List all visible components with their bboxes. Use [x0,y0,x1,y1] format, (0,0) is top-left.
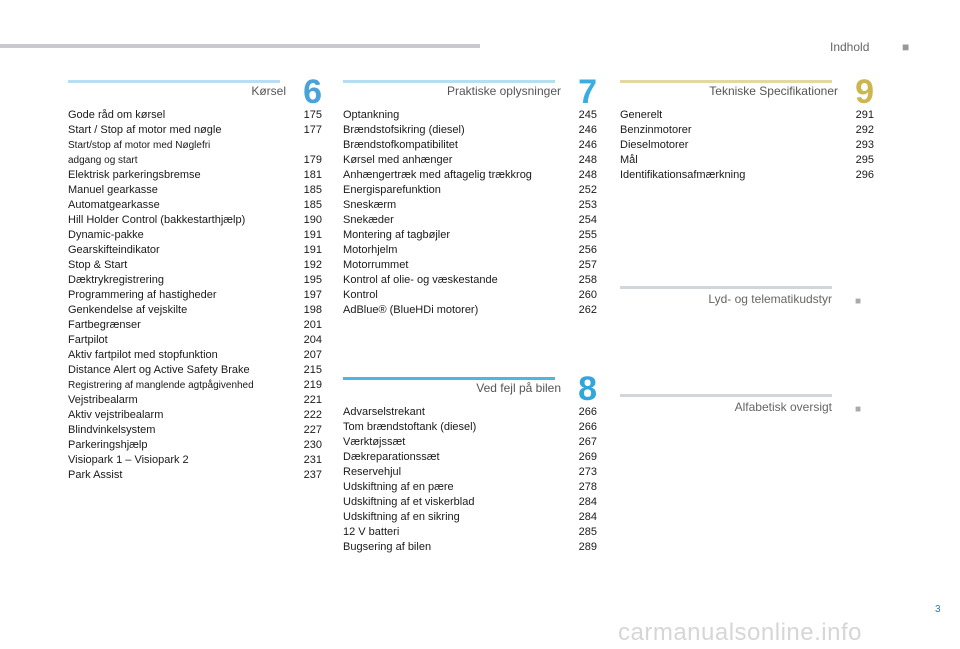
toc-entry[interactable] [68,288,322,303]
toc-entry-label: Dækreparationssæt [343,451,440,463]
toc-entry-page: 185 [303,199,322,211]
toc-entry-label: Dæktrykregistrering [68,274,164,286]
toc-entry[interactable] [343,303,597,318]
toc-entry[interactable] [68,468,322,483]
toc-entry-page: 227 [303,424,322,436]
section-marker: ■ [855,404,862,415]
toc-entry-label: Registrering af manglende agtpågivenhed [68,380,254,391]
toc-entry-label: Fartpilot [68,334,108,346]
toc-entry-label: Identifikationsafmærkning [620,169,746,181]
toc-entry-page: 185 [303,184,322,196]
header-marker: ■ [902,40,910,54]
toc-entry-label: Energisparefunktion [343,184,441,196]
toc-entry-page: 278 [578,481,597,493]
toc-entry-page: 257 [578,259,597,271]
toc-entry[interactable] [343,450,597,465]
toc-entry[interactable] [68,123,322,138]
section-number: 8 [578,370,597,408]
toc-entry-page: 255 [578,229,597,241]
toc-entry-page: 231 [303,454,322,466]
toc-entry[interactable] [68,243,322,258]
toc-entry-label: Start/stop af motor med Nøglefri adgang og start [68,140,211,166]
toc-entry-label: Brændstofsikring (diesel) [343,124,465,136]
toc-entry-label: Motorhjelm [343,244,398,256]
toc-entry-page: 266 [578,406,597,418]
toc-entry-label: Visiopark 1 – Visiopark 2 [68,454,189,466]
toc-entry[interactable] [343,228,597,243]
toc-entry[interactable] [68,318,322,333]
toc-entry[interactable] [343,525,597,540]
toc-entry-label: 12 V batteri [343,526,400,538]
toc-entry-page: 175 [303,109,322,121]
toc-list [68,108,322,483]
toc-entry-page: 237 [303,469,322,481]
toc-entry-label: Bugsering af bilen [343,541,432,553]
toc-entry-page: 293 [855,139,874,151]
toc-entry-page: 266 [578,421,597,433]
section-title[interactable]: Praktiske oplysninger [446,84,561,98]
toc-entry[interactable] [620,138,874,153]
top-decor-bar [0,44,480,48]
toc-entry[interactable] [343,465,597,480]
toc-entry[interactable] [68,453,322,468]
toc-entry[interactable] [343,183,597,198]
toc-entry[interactable] [343,435,597,450]
toc-entry[interactable] [68,138,322,168]
toc-entry-page: 284 [578,511,597,523]
toc-entry-page: 246 [578,139,597,151]
toc-entry[interactable] [343,108,597,123]
toc-entry[interactable] [620,123,874,138]
toc-entry[interactable] [343,243,597,258]
toc-entry-page: 291 [855,109,874,121]
toc-entry-page: 258 [578,274,597,286]
toc-entry-page: 248 [578,169,597,181]
toc-entry[interactable] [68,228,322,243]
toc-entry[interactable] [620,153,874,168]
toc-entry-page: 296 [855,169,874,181]
section-bar [620,394,832,397]
toc-entry-label: Værktøjssæt [343,436,406,448]
toc-entry-label: Anhængertræk med aftagelig trækkrog [343,169,532,181]
toc-entry-label: Dynamic-pakke [68,229,144,241]
toc-entry[interactable] [343,138,597,153]
toc-entry-page: 273 [578,466,597,478]
toc-list [343,405,597,555]
toc-entry[interactable] [343,510,597,525]
toc-entry-label: Gode råd om kørsel [68,109,166,121]
toc-entry[interactable] [620,108,874,123]
toc-entry[interactable] [343,405,597,420]
toc-entry-page: 269 [578,451,597,463]
toc-entry-label: Start / Stop af motor med nøgle [68,124,222,136]
toc-entry-page: 190 [303,214,322,226]
header-title[interactable]: Indhold [830,40,870,54]
toc-entry[interactable] [68,333,322,348]
toc-entry-label: Optankning [343,109,400,121]
toc-entry-label: Hill Holder Control (bakkestarthjælp) [68,214,246,226]
toc-list [343,108,597,318]
toc-entry-label: Benzinmotorer [620,124,692,136]
toc-entry-label: Automatgearkasse [68,199,160,211]
section-number: 7 [578,73,597,111]
toc-entry[interactable] [68,273,322,288]
toc-entry[interactable] [68,438,322,453]
toc-entry-label: Elektrisk parkeringsbremse [68,169,201,181]
toc-entry-label: AdBlue® (BlueHDi motorer) [343,304,479,316]
toc-entry-label: Mål [620,154,638,166]
toc-entry[interactable] [68,378,322,393]
toc-entry-page: 245 [578,109,597,121]
toc-entry-page: 201 [303,319,322,331]
toc-entry-page: 262 [578,304,597,316]
toc-entry-page: 197 [303,289,322,301]
toc-entry-page: 256 [578,244,597,256]
toc-entry[interactable] [68,348,322,363]
toc-entry-label: Aktiv vejstribealarm [68,409,164,421]
toc-entry-label: Montering af tagbøjler [343,229,450,241]
toc-entry-label: Stop & Start [68,259,128,271]
toc-entry-label: Brændstofkompatibilitet [343,139,458,151]
toc-entry-label: Blindvinkelsystem [68,424,156,436]
toc-entry-page: 221 [303,394,322,406]
toc-entry-page: 246 [578,124,597,136]
toc-entry-page: 179 [303,154,322,166]
toc-entry-label: Manuel gearkasse [68,184,158,196]
toc-entry-page: 198 [303,304,322,316]
toc-entry-page: 204 [303,334,322,346]
toc-entry-page: 192 [303,259,322,271]
toc-entry[interactable] [343,123,597,138]
toc-entry[interactable] [68,108,322,123]
toc-entry-label: Fartbegrænser [68,319,141,331]
section-number: 6 [303,73,322,111]
section-title[interactable]: Kørsel [251,84,286,98]
section-title[interactable]: Tekniske Specifikationer [709,84,838,98]
toc-entry-page: 254 [578,214,597,226]
toc-entry[interactable] [68,168,322,183]
toc-entry-page: 248 [578,154,597,166]
toc-entry-page: 289 [578,541,597,553]
toc-entry[interactable] [620,168,874,183]
toc-entry-label: Udskiftning af et viskerblad [343,496,475,508]
toc-entry-label: Generelt [620,109,663,121]
toc-entry[interactable] [68,363,322,378]
toc-entry-page: 177 [303,124,322,136]
toc-entry[interactable] [68,198,322,213]
toc-entry-page: 219 [303,379,322,391]
toc-entry[interactable] [68,258,322,273]
toc-entry-label: Distance Alert og Active Safety Brake [68,364,250,376]
toc-entry-label: Genkendelse af vejskilte [68,304,188,316]
toc-entry[interactable] [343,213,597,228]
toc-entry[interactable] [68,393,322,408]
toc-entry-label: Parkeringshjælp [68,439,148,451]
toc-entry-page: 191 [303,229,322,241]
toc-entry[interactable] [343,168,597,183]
toc-entry-label: Programmering af hastigheder [68,289,217,301]
toc-entry-page: 292 [855,124,874,136]
toc-entry-label: Gearskifteindikator [68,244,160,256]
section-marker: ■ [855,296,862,307]
toc-entry[interactable] [68,183,322,198]
toc-entry[interactable] [343,495,597,510]
toc-entry[interactable] [343,288,597,303]
toc-entry[interactable] [68,408,322,423]
toc-entry-page: 284 [578,496,597,508]
toc-entry-label: Kontrol af olie- og væskestande [343,274,498,286]
toc-entry-page: 230 [303,439,322,451]
toc-entry[interactable] [343,153,597,168]
toc-entry-label: Snekæder [343,214,394,226]
toc-entry-label: Dieselmotorer [620,139,689,151]
toc-entry-page: 207 [303,349,322,361]
toc-entry-page: 252 [578,184,597,196]
toc-entry[interactable] [343,273,597,288]
toc-list [620,108,874,183]
section-bar [620,80,832,83]
toc-entry[interactable] [68,303,322,318]
toc-entry-page: 285 [578,526,597,538]
toc-entry[interactable] [343,258,597,273]
toc-entry-page: 260 [578,289,597,301]
toc-entry-label: Aktiv fartpilot med stopfunktion [68,349,218,361]
toc-entry-label: Udskiftning af en sikring [343,511,460,523]
toc-entry-page: 295 [855,154,874,166]
toc-entry-page: 267 [578,436,597,448]
toc-entry-label: Reservehjul [343,466,402,478]
toc-entry-label: Kørsel med anhænger [343,154,453,166]
toc-entry[interactable] [343,540,597,555]
toc-entry-label: Kontrol [343,289,378,301]
toc-entry[interactable] [68,213,322,228]
section-bar [620,286,832,289]
toc-entry-label: Vejstribealarm [68,394,138,406]
toc-entry[interactable] [343,198,597,213]
toc-entry[interactable] [68,423,322,438]
toc-entry-label: Sneskærm [343,199,397,211]
toc-entry-page: 181 [303,169,322,181]
toc-entry-label: Park Assist [68,469,123,481]
section-bar [343,377,555,380]
toc-entry-page: 222 [303,409,322,421]
watermark: carmanualsonline.info [618,619,862,646]
toc-entry-page: 191 [303,244,322,256]
toc-entry-page: 215 [303,364,322,376]
toc-entry[interactable] [343,480,597,495]
toc-entry-label: Motorrummet [343,259,409,271]
page-number: 3 [935,604,941,615]
section-title[interactable]: Alfabetisk oversigt [734,400,832,414]
toc-entry-page: 253 [578,199,597,211]
toc-entry-label: Tom brændstoftank (diesel) [343,421,477,433]
toc-entry-label: Advarselstrekant [343,406,425,418]
toc-entry-label: Udskiftning af en pære [343,481,454,493]
toc-entry-page: 195 [303,274,322,286]
section-bar [68,80,280,83]
section-number: 9 [855,73,874,111]
section-title[interactable]: Lyd- og telematikudstyr [708,292,832,306]
toc-entry[interactable] [343,420,597,435]
section-bar [343,80,555,83]
section-title[interactable]: Ved fejl på bilen [476,381,561,395]
